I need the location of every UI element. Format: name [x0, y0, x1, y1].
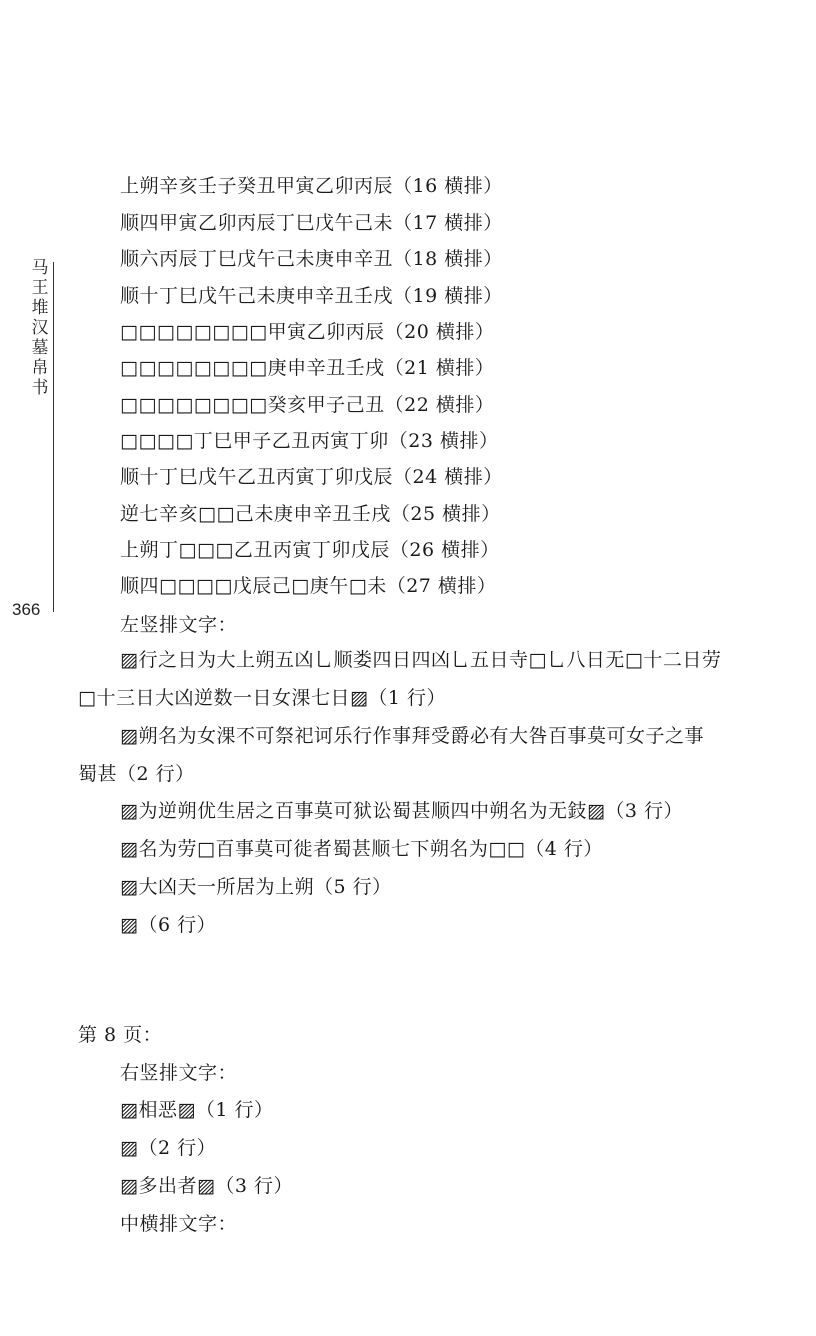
- text-line: □□□□□□□□庚申辛丑壬戌（21 横排）: [120, 357, 495, 379]
- text-line: ▨（2 行）: [120, 1137, 217, 1159]
- text-line: 逆七辛亥□□己未庚申辛丑壬戌（25 横排）: [120, 503, 501, 525]
- text-line: □十三日大凶逆数一日女淉七日▨（1 行）: [78, 687, 447, 709]
- text-line: ▨多出者▨（3 行）: [120, 1175, 294, 1197]
- text-line: ▨朔名为女淉不可祭祀诃乐行作事拜受爵必有大咎百事莫可女子之事: [120, 725, 704, 747]
- text-line: 顺十丁巳戊午己未庚申辛丑壬戌（19 横排）: [120, 285, 503, 307]
- running-title-char: 书: [31, 378, 49, 398]
- margin-rule: [53, 262, 54, 612]
- text-line: ▨相恶▨（1 行）: [120, 1099, 274, 1121]
- text-line: ▨（6 行）: [120, 914, 217, 936]
- text-line: □□□□□□□□甲寅乙卯丙辰（20 横排）: [120, 321, 495, 343]
- running-title-char: 马: [31, 258, 49, 278]
- running-title-char: 汉: [31, 318, 49, 338]
- section-heading: 中横排文字：: [120, 1213, 238, 1235]
- running-title-char: 帛: [31, 358, 49, 378]
- page-heading: 第 8 页：: [78, 1024, 163, 1046]
- page-number: 366: [12, 600, 41, 619]
- text-line: 顺十丁巳戊午乙丑丙寅丁卯戊辰（24 横排）: [120, 466, 503, 488]
- text-line: 顺四□□□□戊辰己□庚午□未（27 横排）: [120, 575, 497, 597]
- text-line: ▨行之日为大上朔五凶乚顺娄四日四凶乚五日寺□乚八日无□十二日劳: [120, 649, 722, 671]
- text-line: 顺六丙辰丁巳戊午己未庚申辛丑（18 横排）: [120, 248, 503, 270]
- text-line: 蜀甚（2 行）: [78, 763, 195, 785]
- text-line: ▨大凶天一所居为上朔（5 行）: [120, 876, 392, 898]
- section-heading: 左竖排文字：: [120, 614, 238, 636]
- text-line: □□□□丁巳甲子乙丑丙寅丁卯（23 横排）: [120, 430, 499, 452]
- text-line: 上朔辛亥壬子癸丑甲寅乙卯丙辰（16 横排）: [120, 175, 503, 197]
- running-title-char: 堆: [31, 298, 49, 318]
- running-title: [30, 258, 50, 398]
- text-line: ▨为逆朔优生居之百事莫可狱讼蜀甚顺四中朔名为无鈘▨（3 行）: [120, 800, 684, 822]
- text-line: 顺四甲寅乙卯丙辰丁巳戊午己未（17 横排）: [120, 212, 503, 234]
- text-line: 上朔丁□□□乙丑丙寅丁卯戊辰（26 横排）: [120, 539, 500, 561]
- running-title-char: 王: [31, 278, 49, 298]
- text-line: ▨名为劳□百事莫可徙者蜀甚顺七下朔名为□□（4 行）: [120, 838, 603, 860]
- running-title-char: 墓: [31, 338, 49, 358]
- text-line: □□□□□□□□癸亥甲子己丑（22 横排）: [120, 394, 495, 416]
- section-heading: 右竖排文字：: [120, 1062, 238, 1084]
